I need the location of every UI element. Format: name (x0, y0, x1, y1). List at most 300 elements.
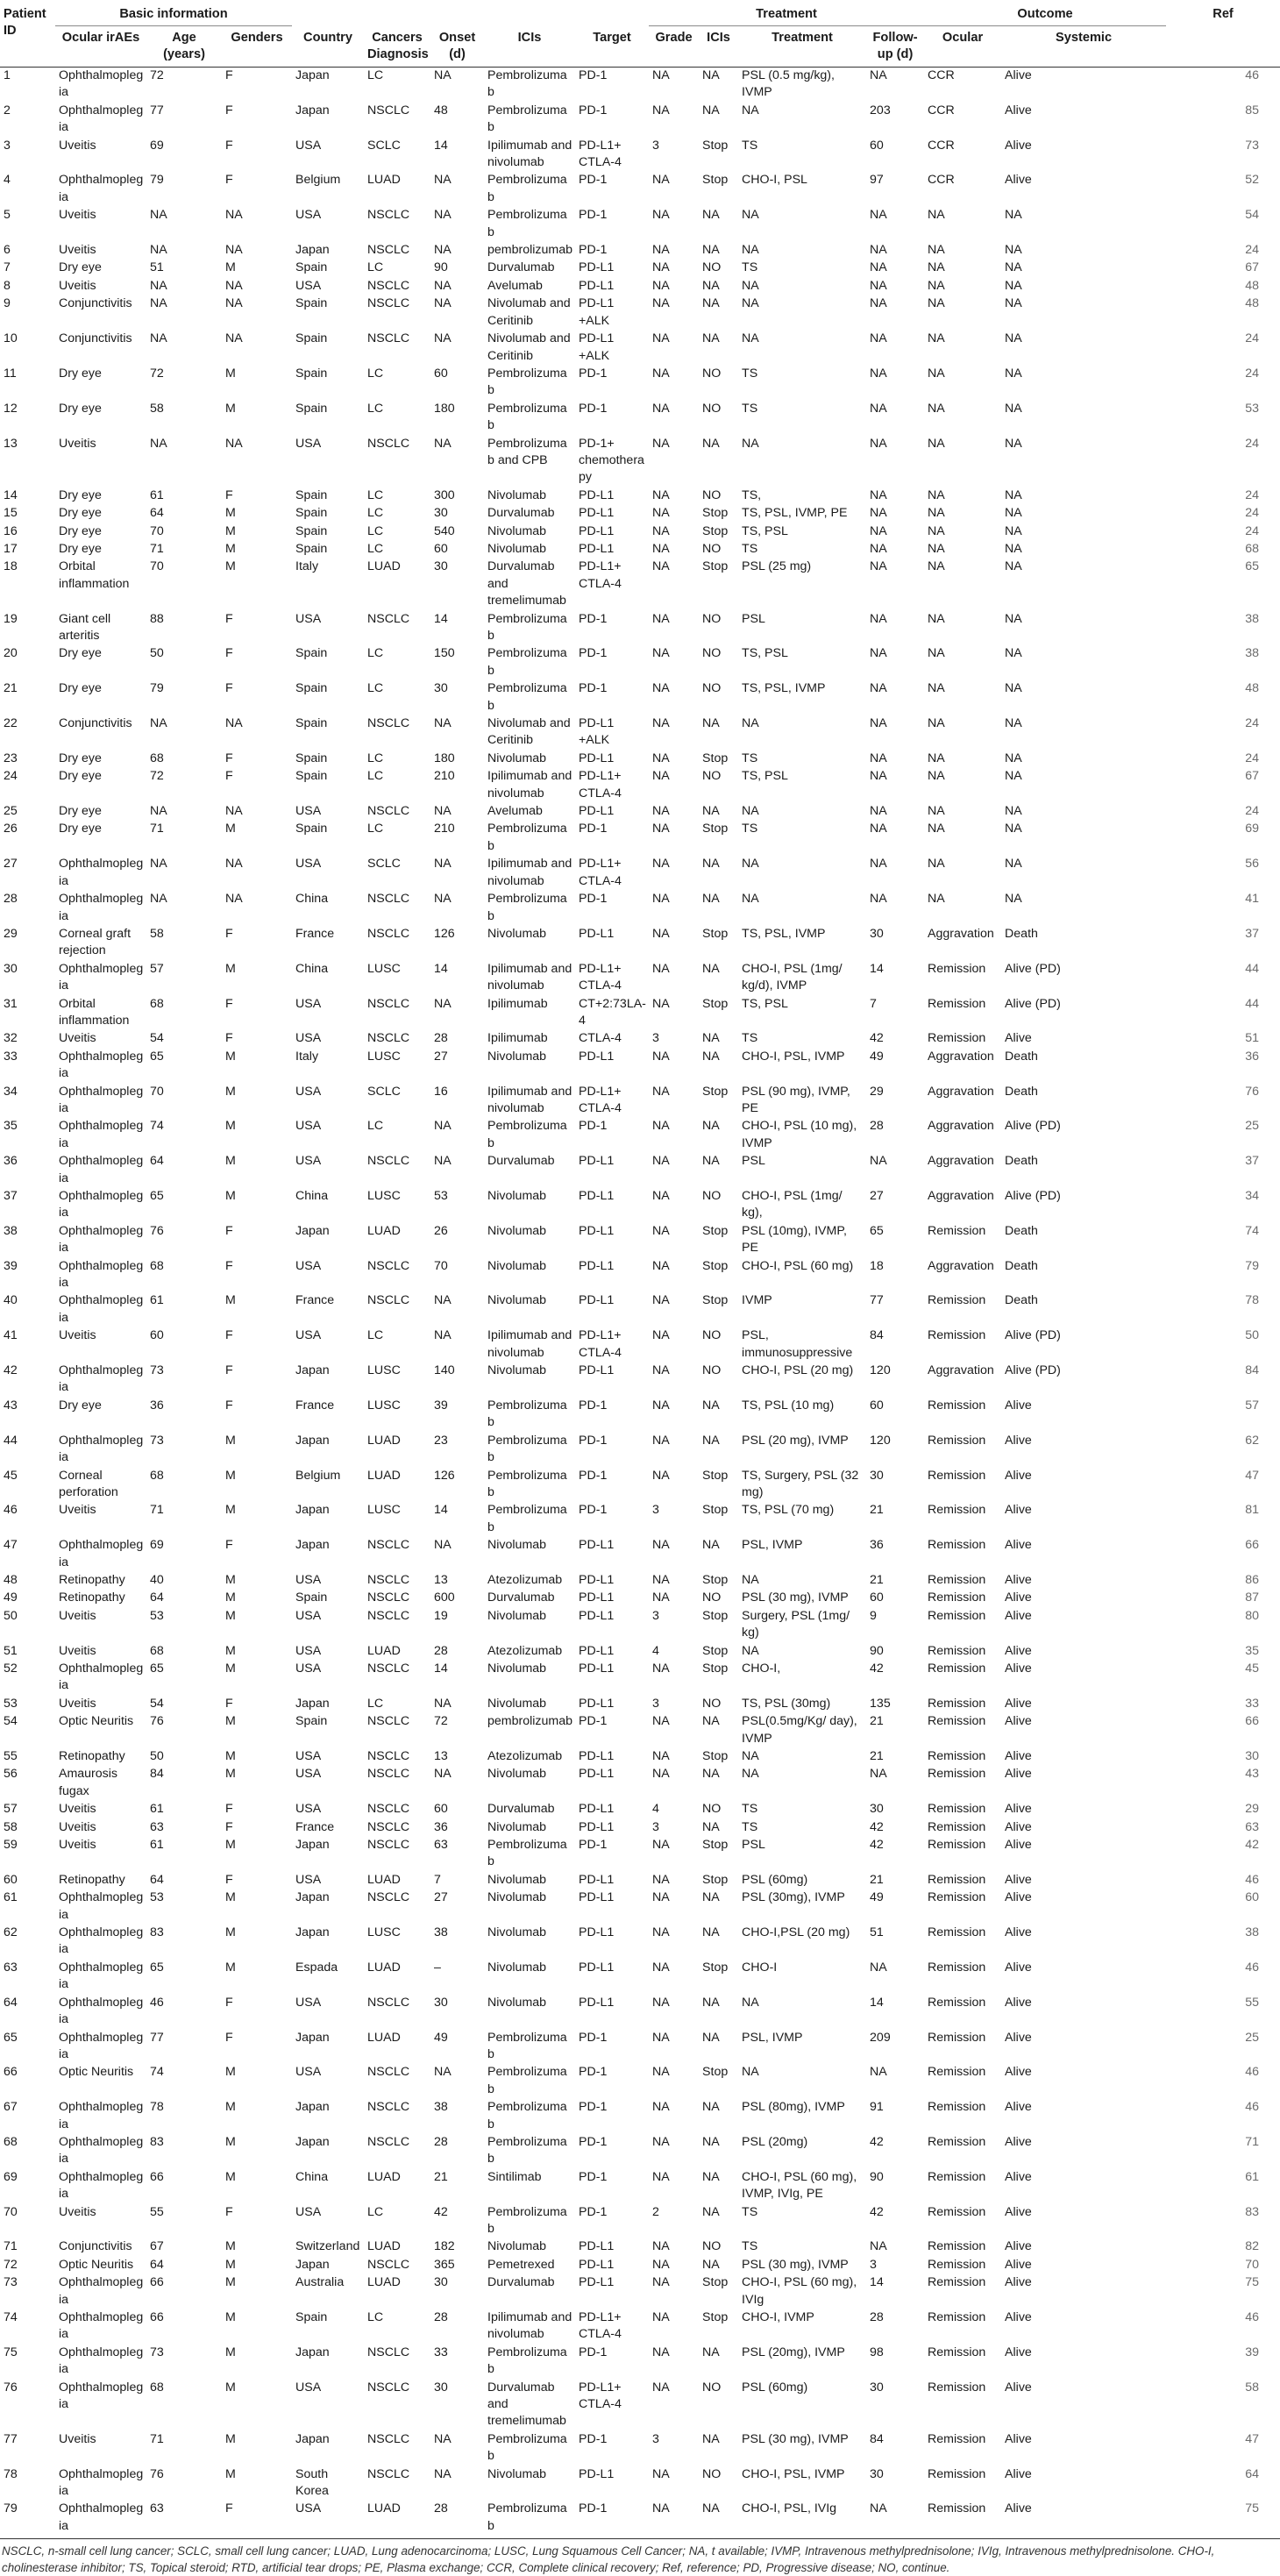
cell-treatment: CHO-I,PSL (20 mg) (742, 1925, 850, 1940)
cell-treatment: TS, PSL (30mg) (742, 1696, 831, 1711)
cell-follow-up: 51 (870, 1925, 884, 1940)
cell-icis-status: Stop (702, 1608, 729, 1623)
cell-onset: 210 (434, 822, 455, 836)
cell-icis: Ipilimumab and nivolumab (487, 2310, 572, 2342)
cell-ref: 46 (1245, 68, 1260, 82)
cell-ref: 24 (1245, 366, 1260, 381)
cell-age: 76 (150, 1223, 164, 1238)
cell-icis-status: NA (702, 2431, 720, 2446)
cell-grade: NA (652, 2380, 670, 2395)
cell-patient-id: 48 (4, 1572, 18, 1587)
cell-gender: M (225, 2257, 236, 2272)
cell-ref: 48 (1245, 681, 1260, 696)
cell-follow-up: NA (870, 1767, 887, 1782)
cell-age: 79 (150, 681, 164, 696)
cell-gender: M (225, 1154, 236, 1169)
table-row (0, 768, 1280, 803)
cell-icis: Ipilimumab and nivolumab (487, 961, 572, 993)
cell-systemic-outcome: Alive (1005, 1661, 1032, 1676)
cell-grade: NA (652, 2030, 670, 2045)
cell-icis: Pembrolizumab (487, 822, 567, 853)
cell-ocular-irae: Ophthalmoplegia (59, 1189, 144, 1220)
table-row (0, 821, 1280, 856)
cell-follow-up: 84 (870, 1328, 884, 1343)
cell-ocular-outcome: NA (928, 506, 945, 521)
cell-cancer-diagnosis: LC (367, 646, 384, 661)
cell-country: Italy (295, 1049, 319, 1064)
cell-onset: NA (434, 1293, 452, 1308)
table-row (0, 2134, 1280, 2169)
cell-grade: NA (652, 2065, 670, 2080)
cell-icis-status: NO (702, 646, 722, 661)
cell-icis: Pembrolizumab (487, 646, 567, 678)
cell-age: 46 (150, 1995, 164, 2010)
cell-follow-up: NA (870, 436, 887, 451)
cell-treatment: CHO-I, PSL (60 mg), IVMP, IVIg, PE (742, 2169, 857, 2202)
table-row (0, 1837, 1280, 1872)
cell-patient-id: 9 (4, 296, 11, 311)
cell-grade: NA (652, 1538, 670, 1553)
cell-treatment: NA (742, 1643, 759, 1658)
cell-grade: NA (652, 208, 670, 223)
cell-systemic-outcome: Alive (PD) (1005, 1363, 1061, 1378)
cell-cancer-diagnosis: LC (367, 68, 384, 82)
cell-ocular-outcome: Aggravation (928, 1084, 994, 1099)
cell-grade: NA (652, 1767, 670, 1782)
cell-ocular-irae: Conjunctivitis (59, 296, 132, 311)
cell-patient-id: 15 (4, 506, 18, 521)
cell-country: Italy (295, 559, 319, 574)
cell-age: 69 (150, 1538, 164, 1553)
cell-patient-id: 8 (4, 278, 11, 293)
cell-treatment: CHO-I, PSL (742, 173, 807, 188)
cell-ref: 25 (1245, 1119, 1260, 1134)
table-row (0, 2501, 1280, 2538)
cell-age: NA (150, 278, 167, 293)
cell-target: PD-L1 (579, 1572, 615, 1587)
cell-icis-status: NA (702, 2169, 720, 2184)
cell-ref: 46 (1245, 1872, 1260, 1887)
table-footnote: NSCLC, n-small cell lung cancer; SCLC, small cell lung cancer; LUAD, Lung adenocarcinoma; LUSC, Lung Squamous Cell Cancer; NA, t available; IVMP, Intravenous methylprednisolone; IVIg, Intravenous methylprednisolone. CHO-I, cholinesterase inhibitor; TS, Topical steroid; RTD, artificial tear drops; PE, Plasma exchange; CCR, Complete clinical recovery; Ref, reference; PD, Progressive disease; NO, continue. (2, 2544, 1215, 2574)
cell-systemic-outcome: Alive (1005, 1890, 1032, 1905)
cell-treatment: PSL (80mg), IVMP (742, 2100, 845, 2115)
cell-ref: 38 (1245, 611, 1260, 626)
cell-icis: Pembrolizumab (487, 2204, 567, 2236)
cell-gender: F (225, 1819, 233, 1834)
cell-country: Spain (295, 541, 328, 556)
cell-ocular-outcome: NA (928, 716, 945, 731)
cell-icis-status: NO (702, 1696, 722, 1711)
cell-age: 68 (150, 996, 164, 1011)
cell-gender: M (225, 961, 236, 976)
cell-ref: 70 (1245, 2257, 1260, 2272)
cell-country: Japan (295, 1538, 330, 1553)
cell-ocular-outcome: NA (928, 296, 945, 311)
cell-ocular-outcome: Remission (928, 2030, 986, 2045)
cell-ocular-outcome: NA (928, 436, 945, 451)
cell-age: 76 (150, 2466, 164, 2481)
cell-country: USA (295, 208, 322, 223)
cell-cancer-diagnosis: NSCLC (367, 1293, 410, 1308)
cell-country: France (295, 1293, 335, 1308)
cell-target: PD-1 (575, 2501, 649, 2538)
cell-ocular-irae: Ophthalmoplegia (59, 103, 144, 135)
cell-grade: NA (652, 1468, 670, 1483)
cell-age: 72 (150, 366, 164, 381)
cell-onset: NA (434, 208, 452, 223)
cell-onset: 72 (434, 1714, 448, 1729)
cell-ocular-outcome: Aggravation (928, 1049, 994, 1064)
cell-cancer-diagnosis: NSCLC (367, 2065, 410, 2080)
cell-country: Spain (295, 1714, 328, 1729)
cell-ocular-outcome: Remission (928, 2065, 986, 2080)
cell-systemic-outcome: Alive (1005, 68, 1032, 82)
cell-onset: 38 (434, 2100, 448, 2115)
cell-icis-status: Stop (702, 1960, 729, 1975)
cell-ref: 79 (1245, 1258, 1260, 1273)
cell-patient-id: 5 (4, 208, 11, 223)
table-row (0, 2274, 1280, 2309)
cell-target: PD-1 (579, 2169, 608, 2184)
cell-country: USA (295, 857, 322, 872)
cell-onset: 42 (434, 2204, 448, 2219)
cell-follow-up: 42 (870, 1819, 884, 1834)
cell-patient-id: 31 (4, 996, 18, 1011)
cell-cancer-diagnosis: NSCLC (367, 2466, 410, 2481)
cell-icis-status: NA (702, 2134, 720, 2149)
cell-follow-up: 42 (870, 2204, 884, 2219)
cell-ocular-irae: Conjunctivitis (59, 2239, 132, 2254)
cell-treatment: NA (742, 1749, 759, 1763)
cell-treatment: PSL (90 mg), IVMP, PE (742, 1084, 850, 1115)
cell-systemic-outcome: NA (1005, 260, 1022, 275)
table-body (0, 68, 1280, 2539)
table-row (0, 1872, 1280, 1889)
cell-grade: NA (652, 751, 670, 765)
cell-gender: F (225, 681, 233, 696)
cell-grade: NA (652, 1363, 670, 1378)
cell-grade: NA (652, 1084, 670, 1099)
cell-ref: 76 (1245, 1084, 1260, 1099)
cell-country: Japan (295, 1363, 330, 1378)
cell-gender: F (225, 2204, 233, 2219)
cell-country: Japan (295, 1925, 330, 1940)
cell-icis: Nivolumab (487, 541, 547, 556)
cell-ocular-irae: Ophthalmoplegia (59, 1363, 144, 1395)
cell-gender: F (225, 1872, 233, 1887)
cell-target: PD-1 (579, 2345, 608, 2359)
cell-country: Spain (295, 401, 328, 416)
cell-ocular-irae: Conjunctivitis (59, 716, 132, 731)
cell-age: 68 (150, 1468, 164, 1483)
cell-gender: F (225, 1398, 233, 1413)
cell-country: China (295, 961, 329, 976)
cell-ocular-outcome: NA (928, 487, 945, 502)
cell-grade: NA (652, 1749, 670, 1763)
cell-country: USA (295, 1328, 322, 1343)
cell-cancer-diagnosis: NSCLC (367, 1590, 410, 1605)
cell-country: Japan (295, 1696, 330, 1711)
cell-age: 65 (150, 1661, 164, 1676)
cell-treatment: TS, (742, 487, 762, 502)
cell-ref: 62 (1245, 1433, 1260, 1448)
cell-ocular-irae: Dry eye (59, 366, 102, 381)
cell-age: 58 (150, 401, 164, 416)
cell-country: USA (295, 1031, 322, 1046)
cell-treatment: TS (742, 260, 758, 275)
cell-ocular-outcome: NA (928, 523, 945, 538)
cell-follow-up: 120 (870, 1433, 891, 1448)
cell-gender: NA (225, 857, 243, 872)
cell-country: USA (295, 1608, 322, 1623)
cell-country: Spain (295, 1590, 328, 1605)
cell-onset: NA (434, 804, 452, 819)
cell-systemic-outcome: NA (1005, 366, 1022, 381)
cell-country: USA (295, 1802, 322, 1817)
cell-treatment: PSL (10mg), IVMP, PE (742, 1223, 847, 1256)
cell-age: 70 (150, 559, 164, 574)
cell-icis-status: NA (702, 961, 720, 976)
cell-treatment: TS, PSL (742, 646, 788, 661)
cell-ref: 41 (1245, 892, 1260, 907)
cell-gender: F (225, 1538, 233, 1553)
cell-systemic-outcome: NA (1005, 857, 1022, 872)
cell-systemic-outcome: Death (1005, 1154, 1038, 1169)
cell-cancer-diagnosis: LUAD (364, 2501, 430, 2538)
cell-country: Spain (295, 366, 328, 381)
cell-ref: 38 (1245, 1925, 1260, 1940)
table-row (0, 1084, 1280, 1119)
cell-ocular-outcome: Remission (928, 2345, 986, 2359)
cell-ocular-outcome: Remission (928, 1031, 986, 1046)
cell-systemic-outcome: Alive (1005, 2466, 1032, 2481)
cell-cancer-diagnosis: LC (367, 681, 384, 696)
cell-icis-status: Stop (702, 1643, 729, 1658)
cell-systemic-outcome: NA (1005, 751, 1022, 765)
cell-gender: F (225, 1995, 233, 2010)
cell-ocular-irae: Retinopathy (59, 1572, 125, 1587)
cell-treatment: NA (742, 278, 759, 293)
cell-cancer-diagnosis: LC (367, 366, 384, 381)
cell-treatment: TS, PSL (10 mg) (742, 1398, 835, 1413)
cell-grade: NA (652, 857, 670, 872)
cell-ref: 24 (1245, 804, 1260, 819)
cell-treatment: CHO-I, PSL (60 mg), IVIg (742, 2275, 857, 2307)
cell-ocular-outcome: Aggravation (928, 1189, 994, 1203)
cell-onset: 26 (434, 1223, 448, 1238)
cell-follow-up: 21 (870, 1749, 884, 1763)
cell-follow-up: 21 (870, 1503, 884, 1518)
cell-patient-id: 47 (4, 1538, 18, 1553)
cell-cancer-diagnosis: LC (367, 506, 384, 521)
cell-treatment: PSL (742, 611, 765, 626)
cell-age: 79 (150, 173, 164, 188)
cell-follow-up: 36 (870, 1538, 884, 1553)
cell-follow-up: 97 (870, 173, 884, 188)
cell-gender: F (225, 1223, 233, 1238)
cell-target: PD-L1 (579, 523, 615, 538)
cell-systemic-outcome: NA (1005, 611, 1022, 626)
cell-follow-up: 28 (870, 2310, 884, 2324)
cell-grade: NA (652, 611, 670, 626)
cell-patient-id: 78 (4, 2466, 18, 2481)
cell-icis: Nivolumab and Ceritinib (487, 331, 571, 363)
cell-ocular-irae: Uveitis (59, 1328, 96, 1343)
cell-icis-status: NO (702, 1802, 722, 1817)
cell-treatment: TS (742, 1031, 758, 1046)
table-row (0, 1713, 1280, 1748)
cell-ocular-irae: Dry eye (59, 401, 102, 416)
cell-country: USA (295, 1995, 322, 2010)
cell-systemic-outcome: Alive (1005, 1031, 1032, 1046)
cell-ocular-outcome: Remission (928, 2100, 986, 2115)
cell-ocular-outcome: NA (928, 611, 945, 626)
cell-treatment: PSL (30mg), IVMP (742, 1890, 845, 1905)
cell-gender: M (225, 260, 236, 275)
cell-ref: 74 (1245, 1223, 1260, 1238)
cell-ocular-outcome: Aggravation (928, 926, 994, 941)
header-treatment-group: Treatment (649, 0, 924, 26)
cell-cancer-diagnosis: LC (367, 487, 384, 502)
cell-ocular-irae: Uveitis (59, 1503, 96, 1518)
cell-icis: Pembrolizumab (487, 1838, 567, 1869)
cell-icis: Ipilimumab and nivolumab (487, 857, 572, 888)
cell-onset: 14 (434, 1503, 448, 1518)
cell-age: 78 (150, 2100, 164, 2115)
cell-icis-status: Stop (702, 926, 729, 941)
cell-treatment: TS (742, 366, 758, 381)
cell-follow-up: NA (870, 769, 887, 784)
table-row (0, 68, 1280, 103)
cell-ref: 46 (1245, 2310, 1260, 2324)
cell-treatment: NA (742, 208, 759, 223)
cell-gender: M (225, 2065, 236, 2080)
cell-cancer-diagnosis: NSCLC (367, 208, 410, 223)
table-row (0, 559, 1280, 610)
cell-target: PD-L1 +ALK (579, 331, 615, 363)
cell-follow-up: 30 (870, 926, 884, 941)
cell-treatment: PSL, IVMP (742, 1538, 803, 1553)
cell-ref: 68 (1245, 541, 1260, 556)
cell-icis-status: Stop (702, 1084, 729, 1099)
cell-patient-id: 67 (4, 2100, 18, 2115)
table-row (0, 523, 1280, 541)
cell-follow-up: NA (870, 243, 887, 258)
cell-ocular-irae: Retinopathy (59, 1749, 125, 1763)
cell-gender: F (225, 751, 233, 765)
cell-treatment: TS, PSL (742, 523, 788, 538)
cell-patient-id: 37 (4, 1189, 18, 1203)
cell-ref: 82 (1245, 2239, 1260, 2254)
cell-target: PD-1 (579, 1119, 608, 1134)
cell-follow-up: 29 (870, 1084, 884, 1099)
cell-grade: NA (652, 2345, 670, 2359)
header-spacer (292, 0, 649, 26)
table-row (0, 1363, 1280, 1398)
cell-follow-up: 60 (870, 138, 884, 153)
cell-grade: NA (652, 1189, 670, 1203)
cell-onset: 13 (434, 1749, 448, 1763)
cell-target: PD-L1 (579, 1960, 615, 1975)
cell-treatment: Surgery, PSL (1mg/ kg) (742, 1608, 850, 1640)
cell-ref: 36 (1245, 1049, 1260, 1064)
cell-target: PD-L1 (579, 541, 615, 556)
cell-country: Spain (295, 769, 328, 784)
table-row (0, 1502, 1280, 1537)
cell-target: PD-1 (579, 822, 608, 836)
cell-age: 73 (150, 1433, 164, 1448)
table-row (0, 487, 1280, 505)
cell-country: South Korea (295, 2466, 329, 2499)
cell-treatment: PSL (25 mg) (742, 559, 812, 574)
cell-patient-id: 46 (4, 1503, 18, 1518)
cell-gender: M (225, 541, 236, 556)
cell-cancer-diagnosis: NSCLC (367, 611, 410, 626)
cell-age: 64 (150, 1590, 164, 1605)
cell-target: PD-1 (579, 103, 608, 117)
cell-icis: Atezolizumab (487, 1572, 563, 1587)
cell-cancer-diagnosis: LUAD (367, 1223, 401, 1238)
cell-grade: NA (652, 646, 670, 661)
cell-treatment: PSL(0.5mg/Kg/ day), IVMP (742, 1714, 857, 1746)
cell-grade: 2 (652, 2204, 659, 2219)
cell-patient-id: 39 (4, 1258, 18, 1273)
cell-age: 84 (150, 1767, 164, 1782)
header-basic-information: Basic information (55, 0, 292, 26)
cell-treatment: PSL (30 mg), IVMP (742, 2257, 849, 2272)
cell-onset: NA (434, 857, 452, 872)
cell-ref: 78 (1245, 1293, 1260, 1308)
cell-treatment: PSL, IVMP (742, 2030, 803, 2045)
cell-ref: 33 (1245, 1696, 1260, 1711)
cell-onset: NA (434, 2466, 452, 2481)
cell-systemic-outcome: Alive (1005, 2310, 1032, 2324)
cell-target: PD-1 (579, 2030, 608, 2045)
cell-ref: 75 (1166, 2501, 1280, 2538)
cell-patient-id: 16 (4, 523, 18, 538)
cell-age: 65 (150, 1049, 164, 1064)
cell-ref: 57 (1245, 1398, 1260, 1413)
cell-icis-status: NA (702, 2345, 720, 2359)
cell-cancer-diagnosis: LC (367, 401, 384, 416)
table-header (0, 0, 1280, 68)
cell-country: USA (295, 611, 322, 626)
table-row (0, 1327, 1280, 1363)
cell-gender: M (225, 2239, 236, 2254)
cell-cancer-diagnosis: NSCLC (367, 1995, 410, 2010)
cell-country: Japan (295, 103, 330, 117)
cell-ocular-outcome: Remission (928, 2239, 986, 2254)
cell-patient-id: 75 (4, 2345, 18, 2359)
cell-ocular-irae: Ophthalmoplegia (59, 1433, 144, 1465)
cell-icis: Pembrolizumab (487, 611, 567, 643)
table-row (0, 172, 1280, 207)
cell-icis: Nivolumab (487, 1995, 547, 2010)
table-row (0, 1223, 1280, 1258)
cell-systemic-outcome: Alive (1005, 1925, 1032, 1940)
cell-onset: NA (434, 243, 452, 258)
cell-patient-id: 57 (4, 1802, 18, 1817)
cell-treatment: CHO-I, PSL (60 mg) (742, 1258, 854, 1273)
cell-ocular-irae: Ophthalmoplegia (59, 1258, 144, 1291)
cell-ocular-irae: Ophthalmoplegia (59, 2275, 144, 2307)
cell-age: 40 (150, 1572, 164, 1587)
cell-cancer-diagnosis: LC (367, 2204, 384, 2219)
header-cancers-diagnosis: Cancers Diagnosis (364, 26, 430, 68)
cell-treatment: CHO-I, PSL (10 mg), IVMP (742, 1119, 857, 1150)
cell-ocular-irae: Ophthalmoplegia (59, 1890, 144, 1922)
cell-cancer-diagnosis: LC (367, 751, 384, 765)
